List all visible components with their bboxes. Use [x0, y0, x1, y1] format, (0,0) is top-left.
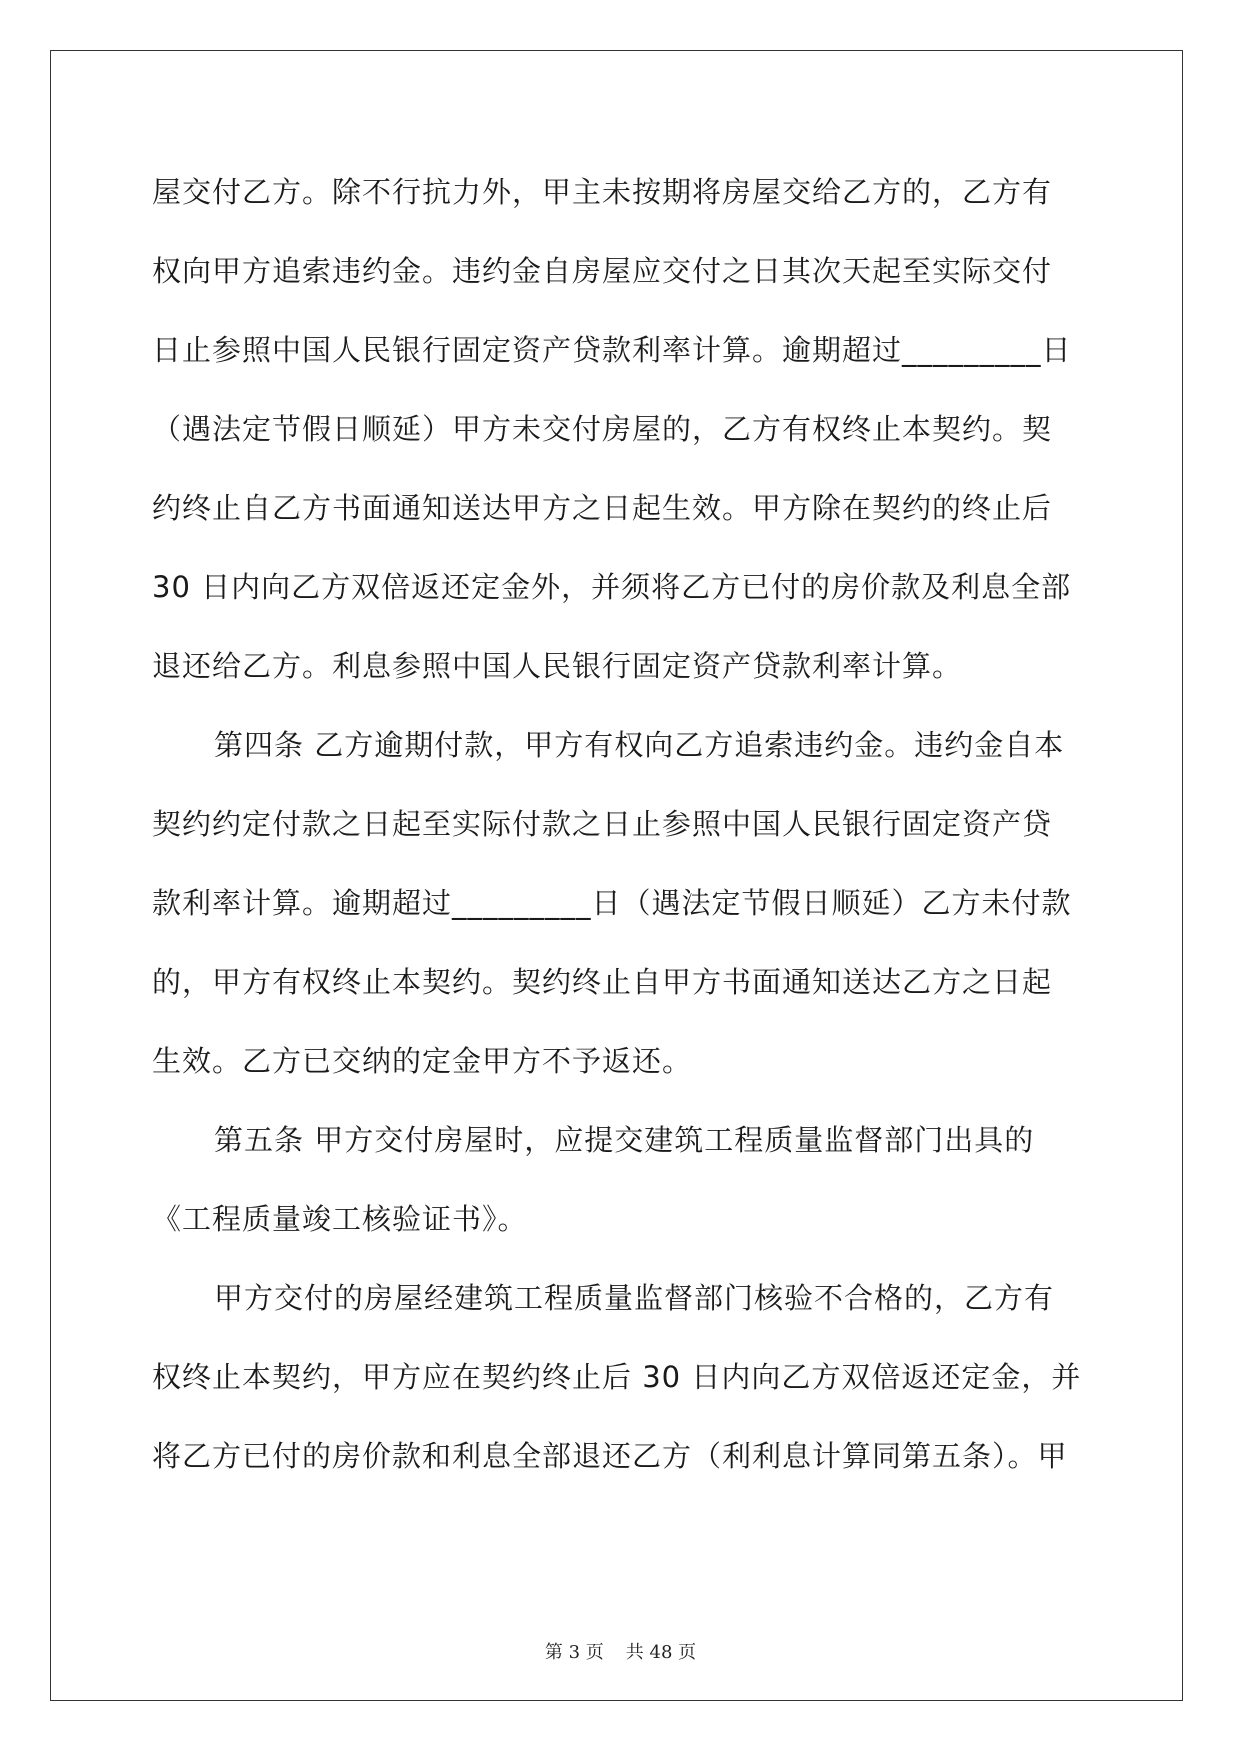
page-footer: [0, 1638, 1241, 1664]
paragraph-start-line: 甲方交付的房屋经建筑工程质量监督部门核验不合格的，乙方有: [214, 1281, 1055, 1315]
text-line: 屋交付乙方。除不行抗力外，甲主未按期将房屋交给乙方的，乙方有: [152, 175, 1053, 209]
text-line: 《工程质量竣工核验证书》。: [152, 1202, 528, 1236]
article-5-heading-line: 第五条 甲方交付房屋时，应提交建筑工程质量监督部门出具的: [214, 1123, 1035, 1157]
text-line: 契约约定付款之日起至实际付款之日止参照中国人民银行固定资产贷: [152, 807, 1053, 841]
text-line: 的，甲方有权终止本契约。契约终止自甲方书面通知送达乙方之日起: [152, 965, 1053, 999]
total-pages: 共 48 页: [625, 1642, 697, 1663]
text-line: 权向甲方追索违约金。违约金自房屋应交付之日其次天起至实际交付: [152, 254, 1053, 288]
text-line: 将乙方已付的房价款和利息全部退还乙方（利利息计算同第五条）。甲: [152, 1439, 1068, 1473]
document-body: [152, 162, 1082, 1505]
text-line: 日止参照中国人民银行固定资产贷款利率计算。逾期超过_________日: [152, 333, 1072, 367]
text-line: 30 日内向乙方双倍返还定金外，并须将乙方已付的房价款及利息全部: [152, 570, 1072, 604]
text-line: 生效。乙方已交纳的定金甲方不予返还。: [152, 1044, 693, 1078]
text-line: 款利率计算。逾期超过_________日（遇法定节假日顺延）乙方未付款: [152, 886, 1072, 920]
article-4-heading-line: 第四条 乙方逾期付款，甲方有权向乙方追索违约金。违约金自本: [214, 728, 1065, 762]
text-line: 权终止本契约，甲方应在契约终止后 30 日内向乙方双倍返还定金，并: [152, 1360, 1082, 1394]
text-line: 退还给乙方。利息参照中国人民银行固定资产贷款利率计算。: [152, 649, 963, 683]
page-number: 第 3 页: [544, 1642, 604, 1663]
text-line: （遇法定节假日顺延）甲方未交付房屋的，乙方有权终止本契约。契: [152, 412, 1053, 446]
text-line: 约终止自乙方书面通知送达甲方之日起生效。甲方除在契约的终止后: [152, 491, 1053, 525]
